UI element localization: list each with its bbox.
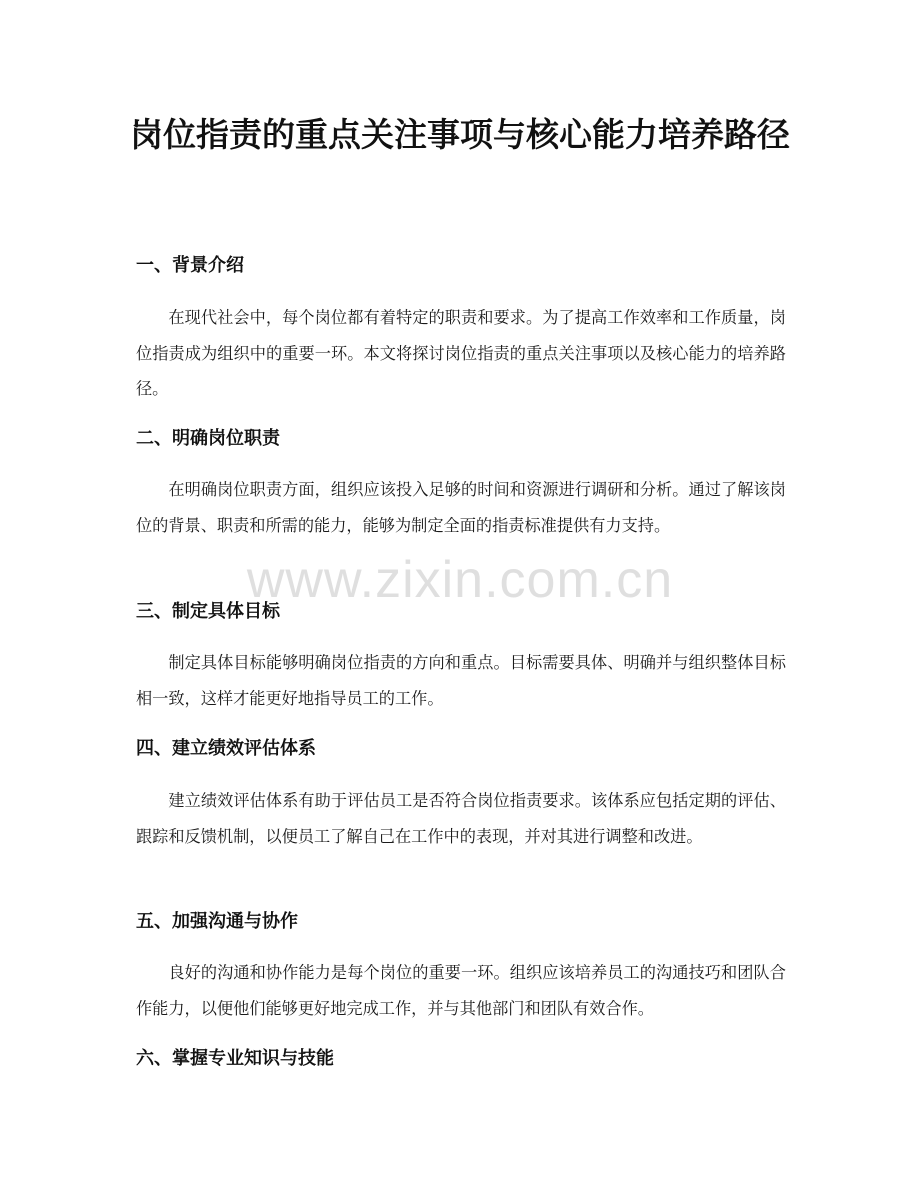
section-paragraph-background: 在现代社会中，每个岗位都有着特定的职责和要求。为了提高工作效率和工作质量，岗位指责成为组织中的重要一环。本文将探讨岗位指责的重点关注事项以及核心能力的培养路径。 xyxy=(136,308,786,398)
section-paragraph-performance-evaluation: 建立绩效评估体系有助于评估员工是否符合岗位指责要求。该体系应包括定期的评估、跟踪和反馈机制，以便员工了解自己在工作中的表现，并对其进行调整和改进。 xyxy=(136,791,786,846)
section-heading-professional-skills: 六、掌握专业知识与技能 xyxy=(136,1048,334,1069)
section-heading-performance-evaluation: 四、建立绩效评估体系 xyxy=(136,738,316,759)
section-heading-set-goals: 三、制定具体目标 xyxy=(136,601,280,622)
section-paragraph-clarify-duties: 在明确岗位职责方面，组织应该投入足够的时间和资源进行调研和分析。通过了解该岗位的背景、职责和所需的能力，能够为制定全面的指责标准提供有力支持。 xyxy=(136,480,786,535)
section-paragraph-communication: 良好的沟通和协作能力是每个岗位的重要一环。组织应该培养员工的沟通技巧和团队合作能力，以便他们能够更好地完成工作，并与其他部门和团队有效合作。 xyxy=(136,963,786,1018)
section-heading-clarify-duties: 二、明确岗位职责 xyxy=(136,428,280,449)
section-paragraph-set-goals: 制定具体目标能够明确岗位指责的方向和重点。目标需要具体、明确并与组织整体目标相一致，这样才能更好地指导员工的工作。 xyxy=(136,653,786,708)
section-heading-background: 一、背景介绍 xyxy=(136,255,244,276)
watermark: www.zixin.com.cn xyxy=(246,551,674,609)
document-title: 岗位指责的重点关注事项与核心能力培养路径 xyxy=(130,115,790,154)
section-heading-communication: 五、加强沟通与协作 xyxy=(136,911,298,932)
